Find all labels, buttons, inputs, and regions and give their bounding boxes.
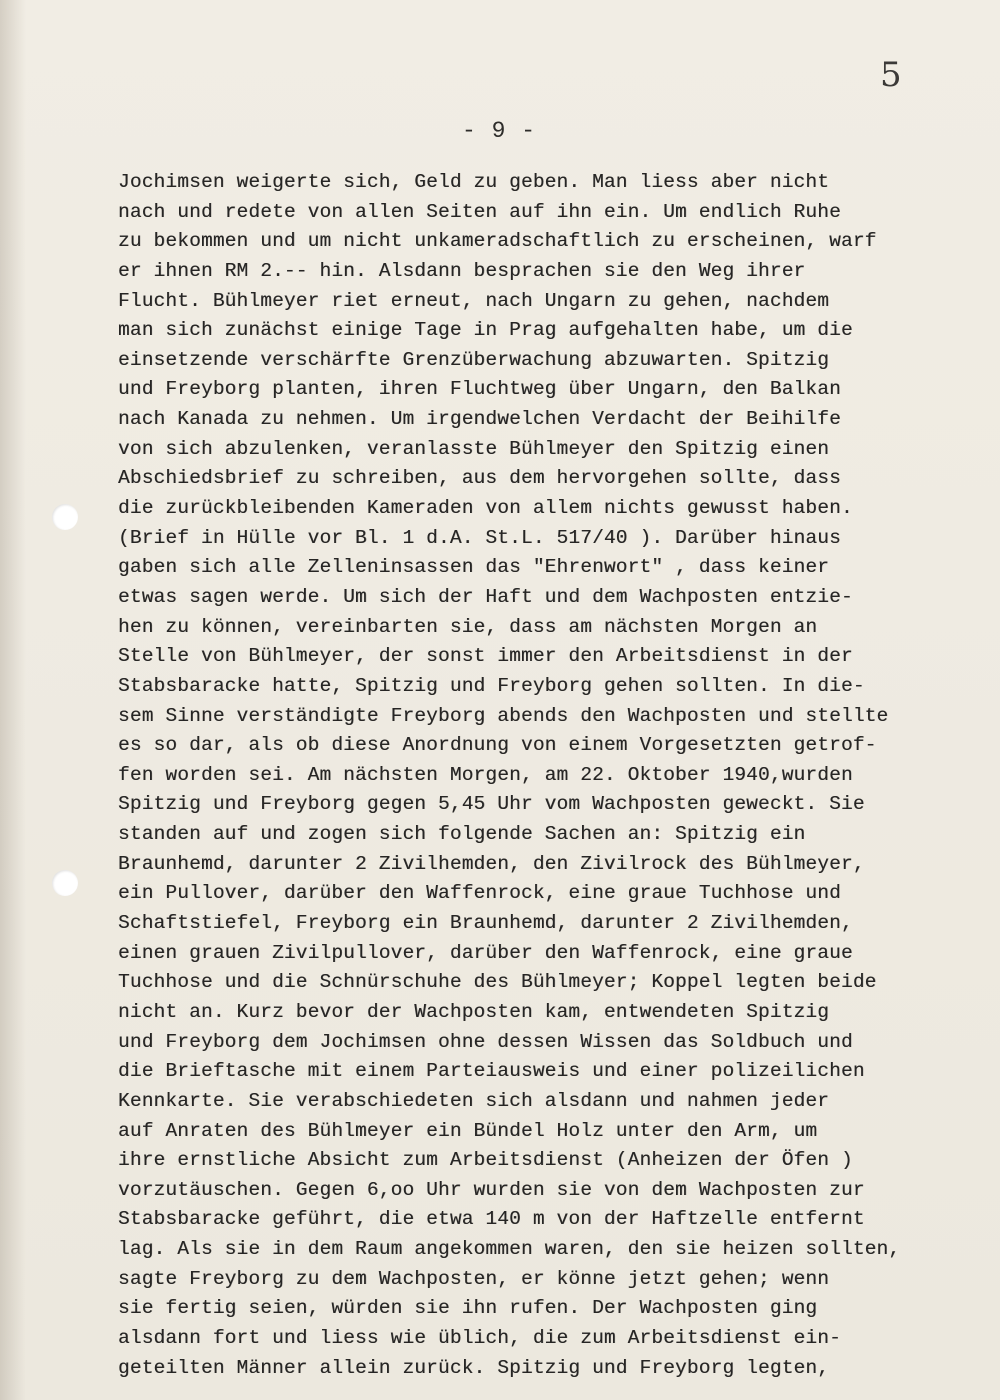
text-line: Stelle von Bühlmeyer, der sonst immer den Arbeitsdienst in der xyxy=(118,645,853,668)
text-line: sem Sinne verständigte Freyborg abends den Wachposten und stellte xyxy=(118,704,889,727)
text-line: die zurückbleibenden Kameraden von allem nichts gewusst haben. xyxy=(118,497,853,520)
text-line: einen grauen Zivilpullover, darüber den Waffenrock, eine graue xyxy=(118,941,853,964)
text-line: nach und redete von allen Seiten auf ihn ein. Um endlich Ruhe xyxy=(118,200,841,223)
text-line: ihre ernstliche Absicht zum Arbeitsdienst (Anheizen der Öfen ) xyxy=(118,1149,853,1172)
text-line: zu bekommen und um nicht unkameradschaftlich zu erscheinen, warf xyxy=(118,230,877,253)
text-line: die Brieftasche mit einem Parteiausweis und einer polizeilichen xyxy=(118,1060,865,1083)
page-number: - 9 - xyxy=(462,118,537,144)
text-line: Abschiedsbrief zu schreiben, aus dem hervorgehen sollte, dass xyxy=(118,467,841,490)
text-line: etwas sagen werde. Um sich der Haft und dem Wachposten entzie- xyxy=(118,585,853,608)
text-line: fen worden sei. Am nächsten Morgen, am 22. Oktober 1940,wurden xyxy=(118,763,853,786)
text-line: von sich abzulenken, veranlasste Bühlmeyer den Spitzig einen xyxy=(118,437,830,460)
text-line: vorzutäuschen. Gegen 6,oo Uhr wurden sie von dem Wachposten zur xyxy=(118,1178,865,1201)
text-line: alsdann fort und liess wie üblich, die zum Arbeitsdienst ein- xyxy=(118,1326,841,1349)
text-line: Schaftstiefel, Freyborg ein Braunhemd, darunter 2 Zivilhemden, xyxy=(118,912,853,935)
text-line: Spitzig und Freyborg gegen 5,45 Uhr vom Wachposten geweckt. Sie xyxy=(118,793,865,816)
text-line: sie fertig seien, würden sie ihn rufen. Der Wachposten ging xyxy=(118,1297,818,1320)
page-edge-shadow xyxy=(0,0,26,1400)
text-line: standen auf und zogen sich folgende Sachen an: Spitzig ein xyxy=(118,823,806,846)
text-line: und Freyborg planten, ihren Fluchtweg über Ungarn, den Balkan xyxy=(118,378,841,401)
text-line: hen zu können, vereinbarten sie, dass am nächsten Morgen an xyxy=(118,615,818,638)
text-line: (Brief in Hülle vor Bl. 1 d.A. St.L. 517/40 ). Darüber hinaus xyxy=(118,526,841,549)
folio-number: 5 xyxy=(880,55,902,95)
text-line: Flucht. Bühlmeyer riet erneut, nach Ungarn zu gehen, nachdem xyxy=(118,289,830,312)
text-line: Jochimsen weigerte sich, Geld zu geben. Man liess aber nicht xyxy=(118,171,830,193)
body-text xyxy=(118,168,938,1383)
text-line: Stabsbaracke geführt, die etwa 140 m von der Haftzelle entfernt xyxy=(118,1208,865,1231)
text-line: gaben sich alle Zelleninsassen das "Ehrenwort" , dass keiner xyxy=(118,556,830,579)
text-line: und Freyborg dem Jochimsen ohne dessen Wissen das Soldbuch und xyxy=(118,1030,853,1053)
text-line: Kennkarte. Sie verabschiedeten sich alsdann und nahmen jeder xyxy=(118,1089,830,1112)
text-line: lag. Als sie in dem Raum angekommen waren, den sie heizen sollten, xyxy=(118,1238,901,1261)
text-line: sagte Freyborg zu dem Wachposten, er könne jetzt gehen; wenn xyxy=(118,1267,830,1290)
text-line: geteilten Männer allein zurück. Spitzig und Freyborg legten, xyxy=(118,1356,830,1379)
text-line: er ihnen RM 2.-- hin. Alsdann besprachen sie den Weg ihrer xyxy=(118,259,806,282)
punch-hole xyxy=(52,504,78,530)
text-line: man sich zunächst einige Tage in Prag aufgehalten habe, um die xyxy=(118,319,853,342)
text-line: Stabsbaracke hatte, Spitzig und Freyborg gehen sollten. In die- xyxy=(118,674,865,697)
text-line: einsetzende verschärfte Grenzüberwachung abzuwarten. Spitzig xyxy=(118,348,830,371)
text-line: Braunhemd, darunter 2 Zivilhemden, den Zivilrock des Bühlmeyer, xyxy=(118,852,865,875)
text-line: nach Kanada zu nehmen. Um irgendwelchen Verdacht der Beihilfe xyxy=(118,408,841,431)
text-line: nicht an. Kurz bevor der Wachposten kam, entwendeten Spitzig xyxy=(118,1000,830,1023)
text-line: ein Pullover, darüber den Waffenrock, eine graue Tuchhose und xyxy=(118,882,841,905)
text-line: Tuchhose und die Schnürschuhe des Bühlmeyer; Koppel legten beide xyxy=(118,971,877,994)
text-line: es so dar, als ob diese Anordnung von einem Vorgesetzten getrof- xyxy=(118,734,877,757)
text-line: auf Anraten des Bühlmeyer ein Bündel Holz unter den Arm, um xyxy=(118,1119,818,1142)
punch-hole xyxy=(52,870,78,896)
